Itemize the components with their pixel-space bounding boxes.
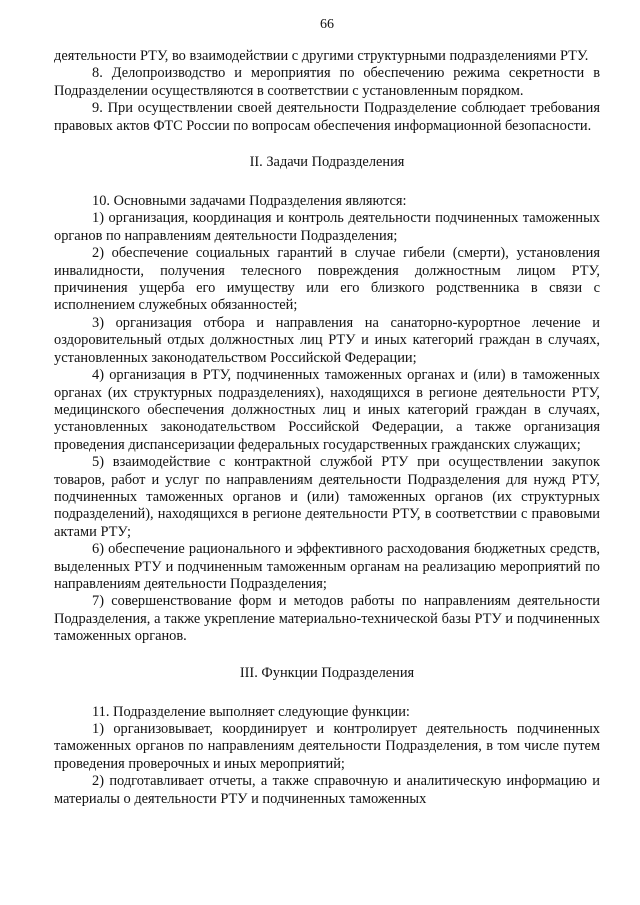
section-body: [54, 704, 600, 808]
paragraph: деятельности РТУ, во взаимодействии с другими структурными подразделениями РТУ.: [54, 48, 589, 64]
page-number: 66: [320, 17, 334, 32]
section-heading: III. Функции Подразделения: [239, 664, 415, 681]
list-item: 3) организация отбора и направления на санаторно-курортное лечение и оздоровительный отдых должностных лиц РТУ и иных категорий граждан в случаях, установленных законодательством Российской Федерации;: [54, 314, 600, 366]
list-item: 1) организовывает, координирует и контролирует деятельность подчиненных таможенных органов по направлениям деятельности Подразделения, в том числе путем проведения проверочных и иных мероприятий;: [54, 721, 600, 772]
paragraph: 9. При осуществлении своей деятельности Подразделение соблюдает требования правовых актов ФТС России по вопросам обеспечения информационной безопасности.: [54, 100, 600, 134]
section-body: [54, 193, 600, 646]
list-item: 1) организация, координация и контроль деятельности подчиненных таможенных органов по направлениям деятельности Подразделения;: [54, 210, 600, 244]
list-item: 2) подготавливает отчеты, а также справочную и аналитическую информацию и материалы о деятельности РТУ и подчиненных таможенных: [54, 773, 600, 807]
list-item: 2) обеспечение социальных гарантий в случае гибели (смерти), установления инвалидности, получения телесного повреждения должностным лицом РТУ, причинения ущерба его имуществу или его близкого родственника в связи с исполнением служебных обязанностей;: [54, 245, 600, 314]
paragraph: 10. Основными задачами Подразделения являются:: [92, 193, 407, 210]
list-item: 5) взаимодействие с контрактной службой РТУ при осуществлении закупок товаров, работ и услуг по направлениям деятельности Подразделения для нужд РТУ, подчиненных таможенных органов и (или) таможенных органов (их структурных подразделений), находящихся в регионе деятельности РТУ, в соответствии с правовыми актами РТУ;: [54, 454, 600, 540]
list-item: 7) совершенствование форм и методов работы по направлениям деятельности Подразделения, а также укрепление материально-технической базы РТУ и подчиненных таможенных органов.: [54, 593, 600, 645]
intro-block: [54, 48, 600, 135]
list-item: 4) организация в РТУ, подчиненных таможенных органах и (или) в таможенных органах (их структурных подразделениях), находящихся в регионе деятельности РТУ, медицинского обеспечения должностных лиц и иных категорий граждан в случаях, установленных законодательством Российской Федерации, а также организация проведения диспансеризации федеральных государственных гражданских служащих;: [54, 367, 600, 453]
paragraph: 11. Подразделение выполняет следующие функции:: [92, 703, 410, 720]
paragraph: 8. Делопроизводство и мероприятия по обеспечению режима секретности в Подразделении осуществляются в соответствии с установленным порядком.: [54, 65, 600, 99]
list-item: 6) обеспечение рационального и эффективного расходования бюджетных средств, выделенных РТУ и подчиненным таможенным органам на реализацию мероприятий по направлениям деятельности Подразделения;: [54, 541, 600, 592]
section-heading: II. Задачи Подразделения: [249, 154, 405, 171]
